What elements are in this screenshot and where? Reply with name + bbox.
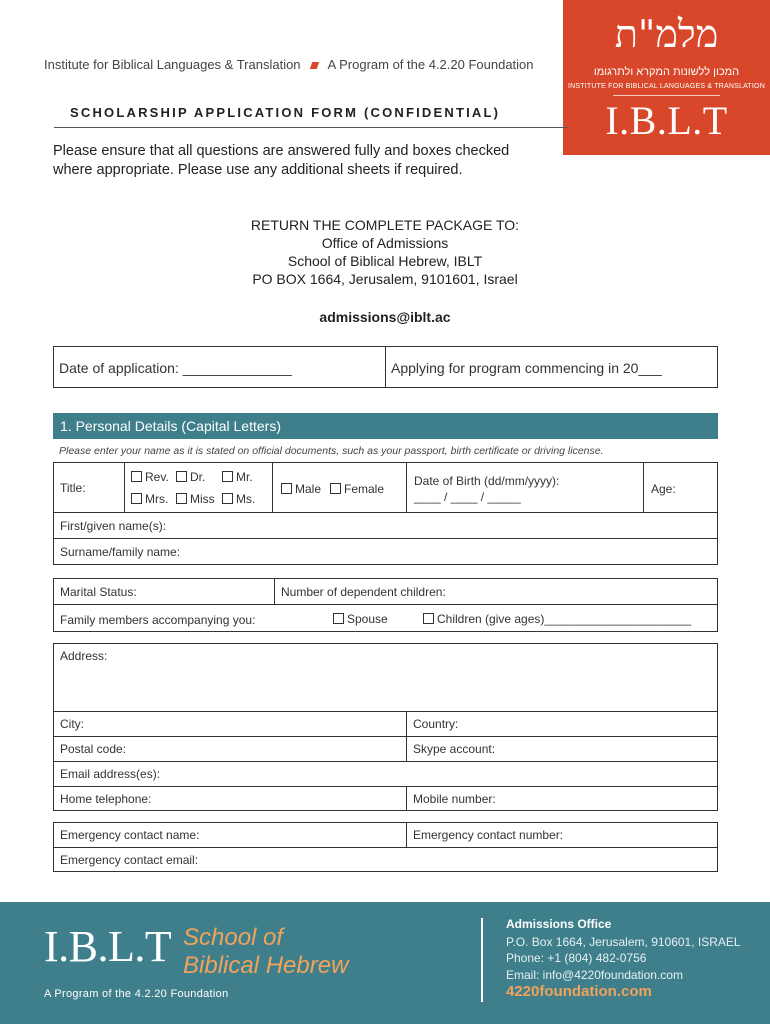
institute-name: Institute for Biblical Languages & Translation	[44, 57, 301, 72]
divider	[272, 462, 273, 512]
spouse-label: Spouse	[347, 612, 388, 626]
title-label: Title:	[60, 481, 86, 495]
checkbox-icon	[222, 493, 233, 504]
title-option-label: Mrs.	[145, 492, 169, 506]
footer-program: A Program of the 4.2.20 Foundation	[44, 988, 229, 1000]
admissions-email: admissions@iblt.ac	[319, 309, 451, 325]
surname-field[interactable]: Surname/family name:	[60, 545, 181, 559]
checkbox-icon	[176, 493, 187, 504]
gender-male[interactable]	[281, 482, 321, 496]
divider	[53, 761, 718, 762]
header-tagline	[44, 57, 534, 72]
divider	[53, 847, 718, 848]
skype-field[interactable]: Skype account:	[413, 742, 496, 756]
program-name: A Program of the 4.2.20 Foundation	[327, 57, 534, 72]
title-option-label: Dr.	[190, 470, 206, 484]
gender-label: Male	[295, 482, 322, 496]
email-field[interactable]: Email address(es):	[60, 767, 161, 781]
mobile-field[interactable]: Mobile number:	[413, 792, 496, 806]
dob-label: Date of Birth (dd/mm/yyyy):	[414, 474, 560, 488]
title-option-label: Miss	[190, 492, 215, 506]
emergency-name-field[interactable]: Emergency contact name:	[60, 828, 200, 842]
title-option-label: Ms.	[236, 492, 256, 506]
checkbox-icon	[333, 613, 344, 624]
divider	[53, 786, 718, 787]
title-option-miss[interactable]	[176, 492, 215, 506]
return-line-2: School of Biblical Hebrew, IBLT	[287, 253, 483, 269]
checkbox-icon	[131, 493, 142, 504]
footer	[0, 902, 770, 1024]
first-name-field[interactable]: First/given name(s):	[60, 519, 167, 533]
intro-line-1: Please ensure that all questions are answered fully and boxes checked	[53, 143, 510, 159]
children-label: Children (give ages)______________________	[437, 612, 692, 626]
divider	[124, 462, 125, 512]
logo-iblt: I.B.L.T	[605, 98, 728, 143]
divider	[274, 578, 275, 604]
country-field[interactable]: Country:	[413, 717, 459, 731]
emergency-number-field[interactable]: Emergency contact number:	[413, 828, 564, 842]
title-option-label: Rev.	[145, 470, 169, 484]
mlmt-logo	[563, 0, 770, 155]
divider	[406, 786, 407, 811]
checkbox-icon	[330, 483, 341, 494]
checkbox-icon	[281, 483, 292, 494]
divider	[53, 604, 718, 605]
gender-female[interactable]	[330, 482, 384, 496]
program-year-field[interactable]: Applying for program commencing in 20___	[391, 360, 662, 376]
divider	[53, 711, 718, 712]
address-field[interactable]: Address:	[60, 649, 108, 663]
return-address	[0, 216, 770, 288]
title-option-label: Mr.	[236, 470, 253, 484]
divider	[406, 822, 407, 847]
divider	[406, 711, 407, 761]
logo-hebrew-sub: המכון ללשונות המקרא ולתרגומו	[593, 66, 740, 78]
intro-text	[53, 142, 573, 180]
divider	[643, 462, 644, 512]
school-line-1: School of	[183, 924, 284, 951]
footer-website-link[interactable]: 4220foundation.com	[506, 983, 652, 1000]
footer-office-title: Admissions Office	[506, 917, 612, 931]
divider	[53, 538, 718, 539]
footer-iblt-logo: I.B.L.T	[44, 922, 172, 971]
return-heading: RETURN THE COMPLETE PACKAGE TO:	[250, 217, 520, 233]
divider	[385, 346, 386, 388]
section-note: Please enter your name as it is stated on official documents, such as your passport, birth certificate or driving license.	[59, 445, 604, 457]
city-field[interactable]: City:	[60, 717, 84, 731]
divider	[406, 462, 407, 512]
gender-label: Female	[344, 482, 385, 496]
title-option-dr[interactable]	[176, 470, 205, 484]
age-field[interactable]: Age:	[651, 482, 676, 496]
spouse-checkbox[interactable]	[333, 612, 388, 626]
emergency-email-field[interactable]: Emergency contact email:	[60, 853, 199, 867]
logo-english-sub: INSTITUTE FOR BIBLICAL LANGUAGES & TRANSLATION	[568, 83, 765, 90]
footer-school-name	[183, 924, 348, 980]
title-divider	[54, 127, 568, 128]
footer-divider	[481, 918, 483, 1002]
school-line-2: Biblical Hebrew	[183, 952, 349, 979]
checkbox-icon	[222, 471, 233, 482]
children-checkbox[interactable]	[423, 612, 691, 626]
return-line-1: Office of Admissions	[321, 235, 449, 251]
footer-address: P.O. Box 1664, Jerusalem, 910601, ISRAEL	[506, 935, 741, 949]
intro-line-2: where appropriate. Please use any additional sheets if required.	[53, 162, 463, 178]
section-personal-details: 1. Personal Details (Capital Letters)	[53, 413, 718, 439]
separator-icon	[309, 62, 319, 69]
checkbox-icon	[131, 471, 142, 482]
title-option-ms[interactable]	[222, 492, 255, 506]
checkbox-icon	[176, 471, 187, 482]
application-date-field[interactable]: Date of application: ______________	[59, 360, 292, 376]
marital-status-field[interactable]: Marital Status:	[60, 585, 137, 599]
footer-email[interactable]: Email: info@4220foundation.com	[506, 968, 683, 982]
checkbox-icon	[423, 613, 434, 624]
logo-divider	[613, 95, 720, 96]
title-option-rev[interactable]	[131, 470, 169, 484]
postal-code-field[interactable]: Postal code:	[60, 742, 127, 756]
return-line-3: PO BOX 1664, Jerusalem, 9101601, Israel	[252, 271, 518, 287]
family-accompanying-label: Family members accompanying you:	[60, 613, 256, 627]
divider	[53, 736, 718, 737]
divider	[53, 512, 718, 513]
dob-field[interactable]: ____ / ____ / _____	[414, 490, 521, 504]
footer-phone: Phone: +1 (804) 482-0756	[506, 951, 647, 965]
form-title: SCHOLARSHIP APPLICATION FORM (CONFIDENTIAL)	[70, 105, 501, 120]
title-option-mr[interactable]	[222, 470, 253, 484]
title-option-mrs[interactable]	[131, 492, 168, 506]
dependents-field[interactable]: Number of dependent children:	[281, 585, 446, 599]
home-telephone-field[interactable]: Home telephone:	[60, 792, 152, 806]
logo-hebrew: מלמ"ת	[614, 12, 719, 56]
